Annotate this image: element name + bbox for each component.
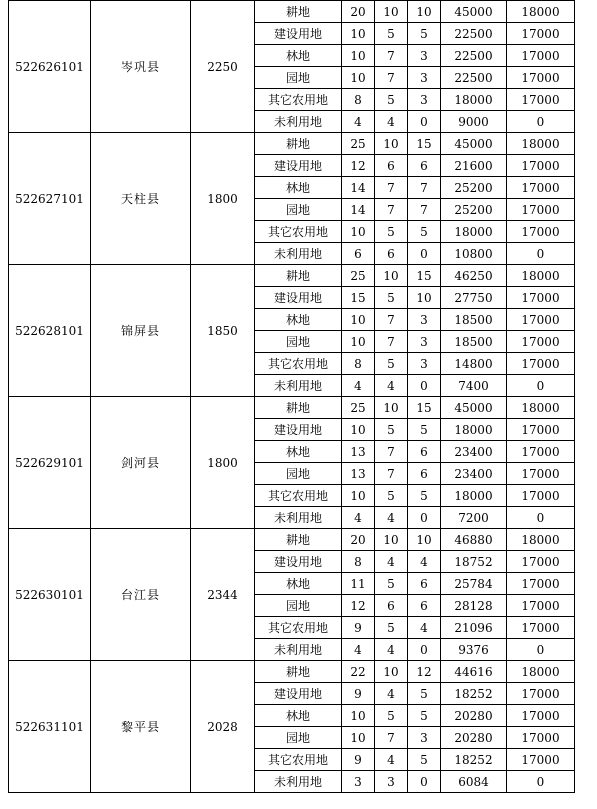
- value-cell-c5: 17000: [507, 683, 575, 705]
- land-type-cell: 其它农用地: [255, 749, 342, 771]
- value-cell-c1: 10: [342, 419, 375, 441]
- value-cell-c5: 17000: [507, 727, 575, 749]
- value-cell-c4: 28128: [441, 595, 507, 617]
- land-type-cell: 耕地: [255, 529, 342, 551]
- county-total-cell: 2250: [191, 1, 255, 133]
- value-cell-c4: 25784: [441, 573, 507, 595]
- value-cell-c4: 18000: [441, 89, 507, 111]
- value-cell-c1: 13: [342, 441, 375, 463]
- value-cell-c1: 6: [342, 243, 375, 265]
- land-type-cell: 其它农用地: [255, 89, 342, 111]
- table-row: [9, 397, 575, 419]
- value-cell-c2: 5: [375, 419, 408, 441]
- value-cell-c5: 17000: [507, 485, 575, 507]
- land-type-cell: 园地: [255, 727, 342, 749]
- value-cell-c1: 3: [342, 771, 375, 793]
- value-cell-c4: 23400: [441, 463, 507, 485]
- table-row: [9, 265, 575, 287]
- value-cell-c3: 3: [408, 309, 441, 331]
- value-cell-c4: 25200: [441, 199, 507, 221]
- value-cell-c4: 45000: [441, 397, 507, 419]
- value-cell-c4: 45000: [441, 1, 507, 23]
- land-type-cell: 耕地: [255, 133, 342, 155]
- value-cell-c3: 10: [408, 287, 441, 309]
- value-cell-c5: 18000: [507, 397, 575, 419]
- value-cell-c2: 7: [375, 309, 408, 331]
- table-row: [9, 133, 575, 155]
- county-name-cell: 天柱县: [91, 133, 191, 265]
- value-cell-c4: 18500: [441, 309, 507, 331]
- value-cell-c4: 22500: [441, 45, 507, 67]
- land-type-cell: 未利用地: [255, 243, 342, 265]
- value-cell-c1: 8: [342, 551, 375, 573]
- value-cell-c2: 4: [375, 683, 408, 705]
- value-cell-c5: 17000: [507, 89, 575, 111]
- land-type-cell: 未利用地: [255, 111, 342, 133]
- value-cell-c4: 18252: [441, 683, 507, 705]
- value-cell-c5: 0: [507, 111, 575, 133]
- value-cell-c4: 45000: [441, 133, 507, 155]
- land-compensation-table: [8, 0, 575, 793]
- value-cell-c5: 17000: [507, 463, 575, 485]
- land-type-cell: 耕地: [255, 265, 342, 287]
- value-cell-c5: 17000: [507, 551, 575, 573]
- value-cell-c2: 5: [375, 573, 408, 595]
- value-cell-c1: 20: [342, 529, 375, 551]
- value-cell-c1: 11: [342, 573, 375, 595]
- value-cell-c1: 4: [342, 375, 375, 397]
- value-cell-c5: 17000: [507, 155, 575, 177]
- value-cell-c1: 10: [342, 485, 375, 507]
- value-cell-c3: 3: [408, 353, 441, 375]
- land-type-cell: 园地: [255, 463, 342, 485]
- value-cell-c4: 21096: [441, 617, 507, 639]
- county-total-cell: 2344: [191, 529, 255, 661]
- value-cell-c2: 4: [375, 111, 408, 133]
- value-cell-c4: 20280: [441, 727, 507, 749]
- value-cell-c2: 5: [375, 353, 408, 375]
- value-cell-c1: 9: [342, 617, 375, 639]
- value-cell-c5: 17000: [507, 45, 575, 67]
- value-cell-c3: 15: [408, 265, 441, 287]
- table-row: [9, 529, 575, 551]
- county-total-cell: 2028: [191, 661, 255, 793]
- land-type-cell: 林地: [255, 45, 342, 67]
- value-cell-c4: 22500: [441, 67, 507, 89]
- value-cell-c2: 5: [375, 617, 408, 639]
- county-name-cell: 岑巩县: [91, 1, 191, 133]
- value-cell-c3: 7: [408, 177, 441, 199]
- land-type-cell: 园地: [255, 595, 342, 617]
- value-cell-c1: 10: [342, 45, 375, 67]
- county-code-cell: 522626101: [9, 1, 91, 133]
- value-cell-c1: 14: [342, 177, 375, 199]
- value-cell-c3: 5: [408, 485, 441, 507]
- value-cell-c4: 7400: [441, 375, 507, 397]
- value-cell-c3: 4: [408, 617, 441, 639]
- table-body: [9, 1, 575, 793]
- value-cell-c2: 6: [375, 243, 408, 265]
- value-cell-c5: 0: [507, 639, 575, 661]
- value-cell-c3: 5: [408, 705, 441, 727]
- value-cell-c1: 10: [342, 309, 375, 331]
- value-cell-c3: 15: [408, 397, 441, 419]
- value-cell-c2: 10: [375, 529, 408, 551]
- land-type-cell: 未利用地: [255, 771, 342, 793]
- value-cell-c5: 18000: [507, 265, 575, 287]
- value-cell-c1: 20: [342, 1, 375, 23]
- value-cell-c5: 17000: [507, 749, 575, 771]
- county-total-cell: 1800: [191, 133, 255, 265]
- value-cell-c5: 17000: [507, 617, 575, 639]
- value-cell-c2: 5: [375, 89, 408, 111]
- value-cell-c4: 46250: [441, 265, 507, 287]
- value-cell-c1: 10: [342, 331, 375, 353]
- value-cell-c2: 7: [375, 463, 408, 485]
- value-cell-c5: 17000: [507, 199, 575, 221]
- value-cell-c4: 18000: [441, 485, 507, 507]
- value-cell-c3: 5: [408, 23, 441, 45]
- county-name-cell: 台江县: [91, 529, 191, 661]
- value-cell-c2: 10: [375, 133, 408, 155]
- value-cell-c2: 7: [375, 331, 408, 353]
- value-cell-c1: 9: [342, 683, 375, 705]
- value-cell-c1: 10: [342, 67, 375, 89]
- value-cell-c2: 10: [375, 1, 408, 23]
- value-cell-c2: 5: [375, 485, 408, 507]
- value-cell-c2: 7: [375, 45, 408, 67]
- value-cell-c4: 20280: [441, 705, 507, 727]
- value-cell-c4: 18000: [441, 221, 507, 243]
- value-cell-c3: 5: [408, 749, 441, 771]
- value-cell-c2: 5: [375, 287, 408, 309]
- value-cell-c4: 27750: [441, 287, 507, 309]
- value-cell-c4: 18252: [441, 749, 507, 771]
- county-name-cell: 锦屏县: [91, 265, 191, 397]
- value-cell-c3: 7: [408, 199, 441, 221]
- value-cell-c5: 18000: [507, 1, 575, 23]
- value-cell-c4: 9000: [441, 111, 507, 133]
- value-cell-c3: 12: [408, 661, 441, 683]
- value-cell-c2: 5: [375, 705, 408, 727]
- value-cell-c3: 4: [408, 551, 441, 573]
- value-cell-c3: 6: [408, 595, 441, 617]
- land-type-cell: 其它农用地: [255, 353, 342, 375]
- value-cell-c5: 17000: [507, 441, 575, 463]
- value-cell-c5: 17000: [507, 177, 575, 199]
- value-cell-c4: 6084: [441, 771, 507, 793]
- land-type-cell: 林地: [255, 705, 342, 727]
- land-type-cell: 林地: [255, 441, 342, 463]
- value-cell-c3: 0: [408, 507, 441, 529]
- land-type-cell: 园地: [255, 199, 342, 221]
- value-cell-c2: 5: [375, 221, 408, 243]
- value-cell-c5: 17000: [507, 705, 575, 727]
- county-name-cell: 黎平县: [91, 661, 191, 793]
- value-cell-c4: 18752: [441, 551, 507, 573]
- value-cell-c5: 18000: [507, 661, 575, 683]
- value-cell-c3: 3: [408, 45, 441, 67]
- value-cell-c1: 14: [342, 199, 375, 221]
- value-cell-c5: 0: [507, 771, 575, 793]
- value-cell-c1: 10: [342, 705, 375, 727]
- land-type-cell: 园地: [255, 331, 342, 353]
- value-cell-c4: 18000: [441, 419, 507, 441]
- value-cell-c1: 10: [342, 23, 375, 45]
- value-cell-c5: 17000: [507, 23, 575, 45]
- value-cell-c1: 22: [342, 661, 375, 683]
- value-cell-c4: 7200: [441, 507, 507, 529]
- value-cell-c3: 5: [408, 683, 441, 705]
- county-code-cell: 522628101: [9, 265, 91, 397]
- land-type-cell: 建设用地: [255, 551, 342, 573]
- value-cell-c4: 18500: [441, 331, 507, 353]
- land-type-cell: 林地: [255, 573, 342, 595]
- value-cell-c3: 0: [408, 243, 441, 265]
- land-type-cell: 耕地: [255, 661, 342, 683]
- value-cell-c1: 25: [342, 265, 375, 287]
- value-cell-c3: 6: [408, 441, 441, 463]
- value-cell-c1: 25: [342, 397, 375, 419]
- value-cell-c2: 7: [375, 67, 408, 89]
- value-cell-c1: 4: [342, 507, 375, 529]
- value-cell-c2: 7: [375, 727, 408, 749]
- value-cell-c5: 17000: [507, 287, 575, 309]
- county-total-cell: 1850: [191, 265, 255, 397]
- value-cell-c4: 25200: [441, 177, 507, 199]
- value-cell-c3: 6: [408, 463, 441, 485]
- value-cell-c5: 0: [507, 243, 575, 265]
- county-code-cell: 522631101: [9, 661, 91, 793]
- value-cell-c5: 17000: [507, 353, 575, 375]
- value-cell-c5: 17000: [507, 419, 575, 441]
- value-cell-c1: 12: [342, 595, 375, 617]
- value-cell-c3: 10: [408, 1, 441, 23]
- value-cell-c5: 17000: [507, 309, 575, 331]
- value-cell-c3: 6: [408, 573, 441, 595]
- value-cell-c5: 18000: [507, 133, 575, 155]
- land-type-cell: 建设用地: [255, 683, 342, 705]
- land-type-cell: 建设用地: [255, 155, 342, 177]
- value-cell-c2: 7: [375, 177, 408, 199]
- value-cell-c2: 4: [375, 551, 408, 573]
- value-cell-c2: 6: [375, 595, 408, 617]
- value-cell-c5: 17000: [507, 595, 575, 617]
- value-cell-c1: 25: [342, 133, 375, 155]
- value-cell-c3: 0: [408, 375, 441, 397]
- table-row: [9, 661, 575, 683]
- value-cell-c4: 9376: [441, 639, 507, 661]
- value-cell-c1: 12: [342, 155, 375, 177]
- land-type-cell: 未利用地: [255, 639, 342, 661]
- land-type-cell: 未利用地: [255, 507, 342, 529]
- value-cell-c2: 7: [375, 199, 408, 221]
- value-cell-c3: 5: [408, 419, 441, 441]
- value-cell-c4: 22500: [441, 23, 507, 45]
- value-cell-c4: 44616: [441, 661, 507, 683]
- land-type-cell: 建设用地: [255, 287, 342, 309]
- value-cell-c1: 13: [342, 463, 375, 485]
- county-code-cell: 522627101: [9, 133, 91, 265]
- value-cell-c2: 3: [375, 771, 408, 793]
- land-type-cell: 其它农用地: [255, 485, 342, 507]
- value-cell-c4: 10800: [441, 243, 507, 265]
- value-cell-c2: 4: [375, 639, 408, 661]
- value-cell-c2: 4: [375, 507, 408, 529]
- value-cell-c5: 17000: [507, 331, 575, 353]
- value-cell-c4: 21600: [441, 155, 507, 177]
- value-cell-c3: 3: [408, 89, 441, 111]
- value-cell-c2: 10: [375, 397, 408, 419]
- value-cell-c3: 3: [408, 727, 441, 749]
- value-cell-c1: 8: [342, 353, 375, 375]
- table-row: [9, 1, 575, 23]
- value-cell-c2: 6: [375, 155, 408, 177]
- value-cell-c3: 15: [408, 133, 441, 155]
- value-cell-c1: 9: [342, 749, 375, 771]
- value-cell-c5: 0: [507, 375, 575, 397]
- land-type-cell: 耕地: [255, 1, 342, 23]
- land-type-cell: 其它农用地: [255, 221, 342, 243]
- land-type-cell: 建设用地: [255, 23, 342, 45]
- value-cell-c5: 0: [507, 507, 575, 529]
- value-cell-c2: 5: [375, 23, 408, 45]
- value-cell-c5: 18000: [507, 529, 575, 551]
- value-cell-c2: 4: [375, 375, 408, 397]
- land-type-cell: 建设用地: [255, 419, 342, 441]
- value-cell-c3: 6: [408, 155, 441, 177]
- value-cell-c3: 0: [408, 639, 441, 661]
- county-total-cell: 1800: [191, 397, 255, 529]
- land-type-cell: 林地: [255, 177, 342, 199]
- land-type-cell: 未利用地: [255, 375, 342, 397]
- value-cell-c4: 14800: [441, 353, 507, 375]
- value-cell-c4: 46880: [441, 529, 507, 551]
- value-cell-c1: 10: [342, 221, 375, 243]
- land-type-cell: 林地: [255, 309, 342, 331]
- value-cell-c5: 17000: [507, 67, 575, 89]
- value-cell-c2: 10: [375, 661, 408, 683]
- value-cell-c2: 4: [375, 749, 408, 771]
- value-cell-c3: 5: [408, 221, 441, 243]
- value-cell-c3: 3: [408, 331, 441, 353]
- value-cell-c1: 4: [342, 639, 375, 661]
- value-cell-c1: 10: [342, 727, 375, 749]
- value-cell-c5: 17000: [507, 221, 575, 243]
- value-cell-c3: 3: [408, 67, 441, 89]
- value-cell-c5: 17000: [507, 573, 575, 595]
- value-cell-c3: 0: [408, 111, 441, 133]
- county-name-cell: 剑河县: [91, 397, 191, 529]
- value-cell-c4: 23400: [441, 441, 507, 463]
- value-cell-c1: 8: [342, 89, 375, 111]
- value-cell-c2: 7: [375, 441, 408, 463]
- land-type-cell: 其它农用地: [255, 617, 342, 639]
- value-cell-c2: 10: [375, 265, 408, 287]
- land-type-cell: 耕地: [255, 397, 342, 419]
- value-cell-c1: 4: [342, 111, 375, 133]
- value-cell-c1: 15: [342, 287, 375, 309]
- value-cell-c3: 0: [408, 771, 441, 793]
- county-code-cell: 522630101: [9, 529, 91, 661]
- land-type-cell: 园地: [255, 67, 342, 89]
- county-code-cell: 522629101: [9, 397, 91, 529]
- value-cell-c3: 10: [408, 529, 441, 551]
